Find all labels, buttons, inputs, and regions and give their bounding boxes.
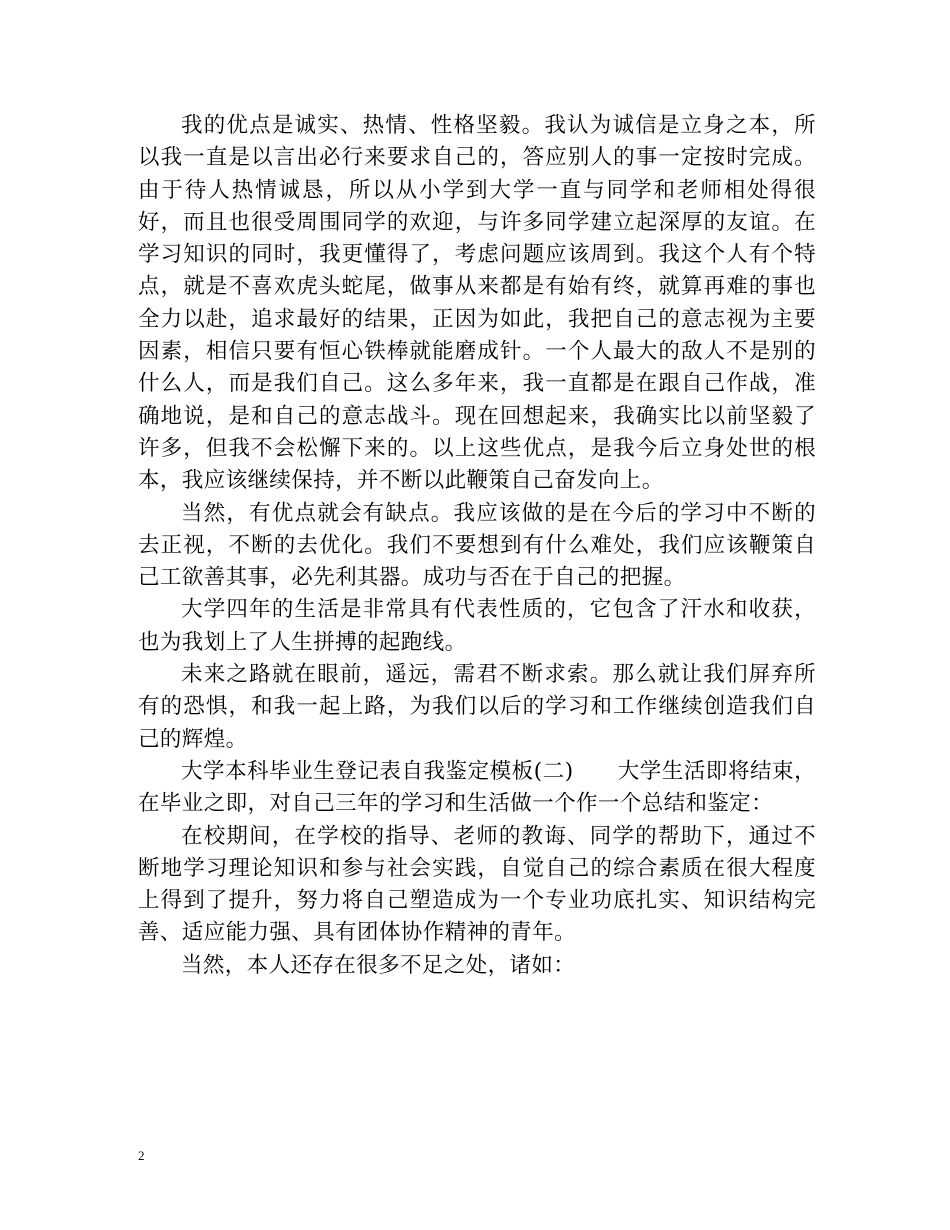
paragraph-school-period: 在校期间，在学校的指导、老师的教诲、同学的帮助下，通过不断地学习理论知识和参与社会实践，自觉自己的综合素质在很大程度上得到了提升，努力将自己塑造成为一个专业功底扎实、知识结构完善、适应能力强、具有团体协作精神的青年。 (138, 823, 816, 946)
page-number: 2 (138, 1148, 145, 1163)
paragraph-shortcomings: 当然，本人还存在很多不足之处，诸如： (181, 952, 576, 978)
paragraph-weaknesses: 当然，有优点就会有缺点。我应该做的是在今后的学习中不断的去正视，不断的去优化。我们不要想到有什么难处，我们应该鞭策自己工欲善其事，必先利其器。成功与否在于自己的把握。 (138, 500, 816, 591)
paragraph-template-two-intro: 大学本科毕业生登记表自我鉴定模板(二) 大学生活即将结束，在毕业之即，对自己三年的学习和生活做一个作一个总结和鉴定： (138, 758, 816, 817)
document-body (138, 110, 816, 982)
paragraph-strengths: 我的优点是诚实、热情、性格坚毅。我认为诚信是立身之本，所以我一直是以言出必行来要求自己的，答应别人的事一定按时完成。由于待人热情诚恳，所以从小学到大学一直与同学和老师相处得很好，而且也很受周围同学的欢迎，与许多同学建立起深厚的友谊。在学习知识的同时，我更懂得了，考虑问题应该周到。我这个人有个特点，就是不喜欢虎头蛇尾，做事从来都是有始有终，就算再难的事也全力以赴，追求最好的结果，正因为如此，我把自己的意志视为主要因素，相信只要有恒心铁棒就能磨成针。一个人最大的敌人不是别的什么人，而是我们自己。这么多年来，我一直都是在跟自己作战，准确地说，是和自己的意志战斗。现在回想起来，我确实比以前坚毅了许多，但我不会松懈下来的。以上这些优点，是我今后立身处世的根本，我应该继续保持，并不断以此鞭策自己奋发向上。 (138, 113, 816, 494)
paragraph-university-life: 大学四年的生活是非常具有代表性质的，它包含了汗水和收获，也为我划上了人生拼搏的起跑线。 (138, 597, 816, 655)
paragraph-future: 未来之路就在眼前，遥远，需君不断求索。那么就让我们屏弃所有的恐惧，和我一起上路，为我们以后的学习和工作继续创造我们自己的辉煌。 (138, 662, 816, 752)
